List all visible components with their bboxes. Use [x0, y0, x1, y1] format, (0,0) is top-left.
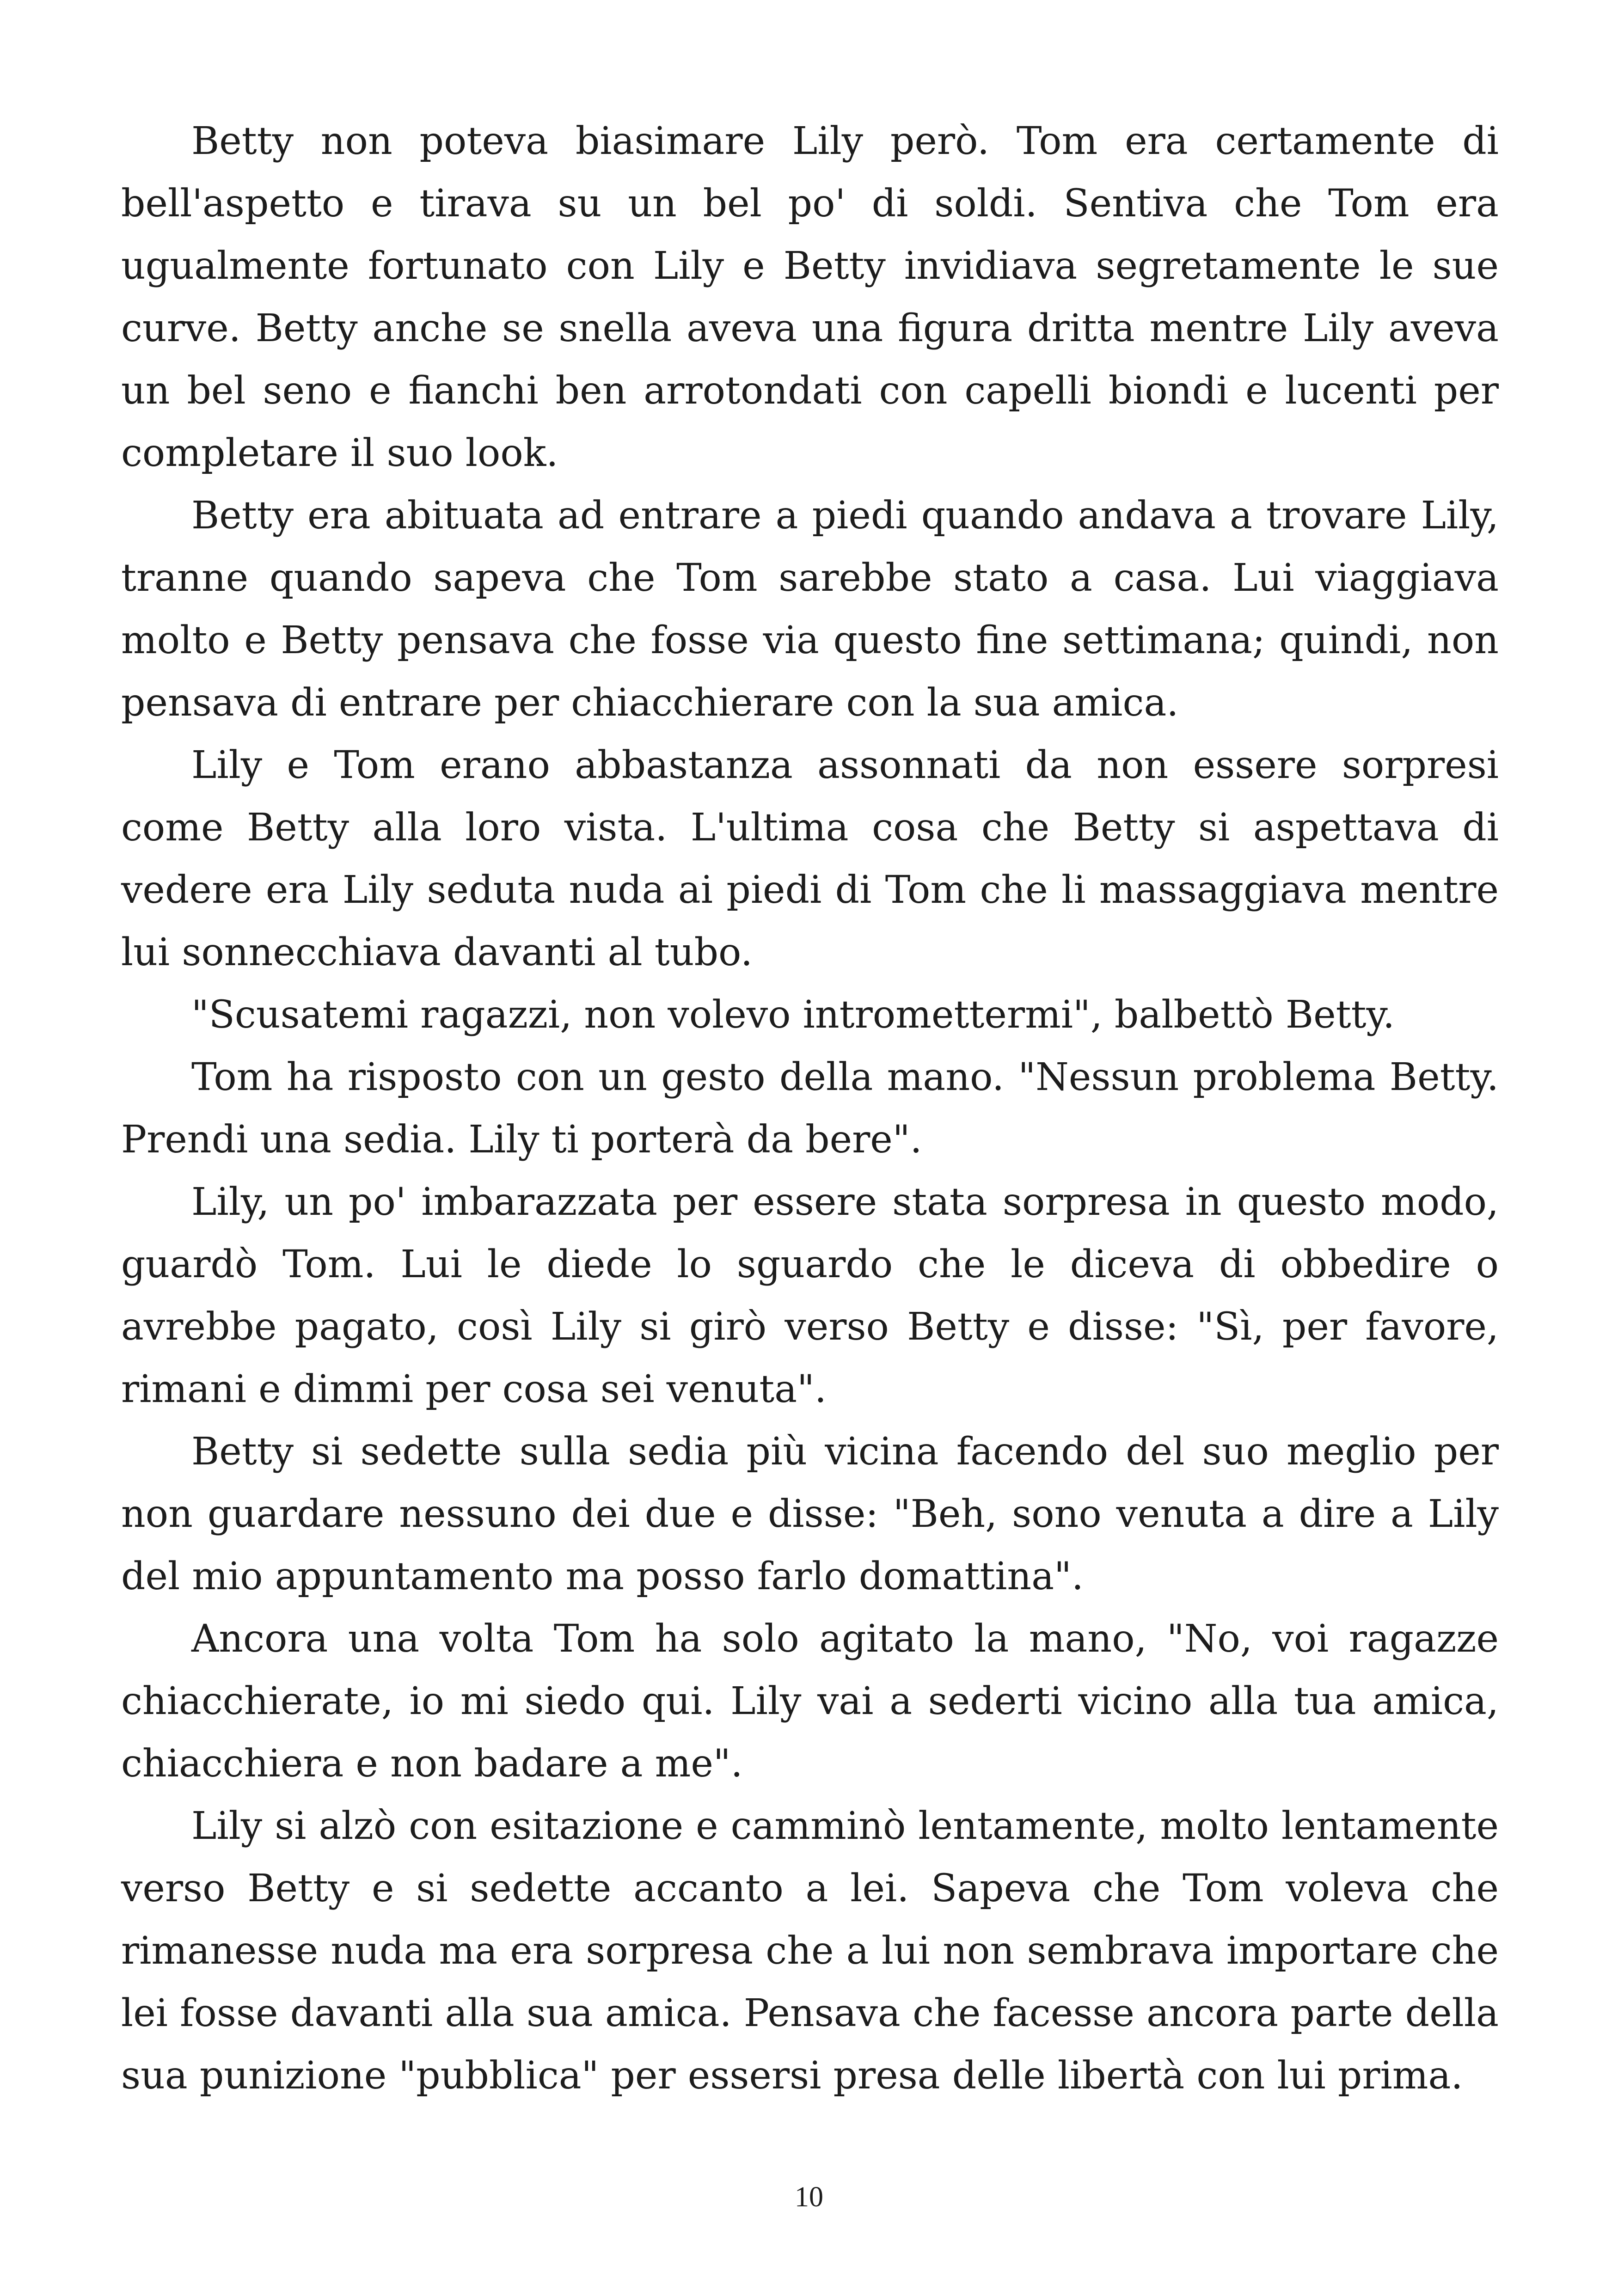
paragraph: Ancora una volta Tom ha solo agitato la mano, "No, voi ragazze chiacchierate, io mi siedo qui. Lily vai a sederti vicino alla tua amica, chiacchiera e non badare a me".	[121, 1617, 1499, 1786]
page-number: 10	[795, 2181, 823, 2213]
paragraph: Betty non poteva biasimare Lily però. Tom era certamente di bell'aspetto e tirava su un bel po' di soldi. Sentiva che Tom era ugualmente fortunato con Lily e Betty invidiava segretamente le sue curve. Betty anche se snella aveva una figura dritta mentre Lily aveva un bel seno e fianchi ben arrotondati con capelli biondi e lucenti per completare il suo look.	[121, 119, 1499, 475]
paragraph: Lily si alzò con esitazione e camminò lentamente, molto lentamente verso Betty e si sedette accanto a lei. Sapeva che Tom voleva che rimanesse nuda ma era sorpresa che a lui non sembrava importare che lei fosse davanti alla sua amica. Pensava che facesse ancora parte della sua punizione "pubblica" per essersi presa delle libertà con lui prima.	[121, 1804, 1499, 2098]
paragraph: "Scusatemi ragazzi, non volevo intromettermi", balbettò Betty.	[191, 993, 1395, 1037]
paragraph: Betty si sedette sulla sedia più vicina facendo del suo meglio per non guardare nessuno dei due e disse: "Beh, sono venuta a dire a Lily del mio appuntamento ma posso farlo domattina".	[121, 1430, 1499, 1598]
paragraph: Tom ha risposto con un gesto della mano. "Nessun problema Betty. Prendi una sedia. Lily ti porterà da bere".	[121, 1055, 1499, 1162]
body-text	[121, 110, 1499, 2107]
paragraph: Lily e Tom erano abbastanza assonnati da non essere sorpresi come Betty alla loro vista. L'ultima cosa che Betty si aspettava di vedere era Lily seduta nuda ai piedi di Tom che li massaggiava mentre lui sonnecchiava davanti al tubo.	[121, 743, 1499, 974]
paragraph: Lily, un po' imbarazzata per essere stata sorpresa in questo modo, guardò Tom. Lui le diede lo sguardo che le diceva di obbedire o avrebbe pagato, così Lily si girò verso Betty e disse: "Sì, per favore, rimani e dimmi per cosa sei venuta".	[121, 1180, 1499, 1411]
paragraph: Betty era abituata ad entrare a piedi quando andava a trovare Lily, tranne quando sapeva che Tom sarebbe stato a casa. Lui viaggiava molto e Betty pensava che fosse via questo fine settimana; quindi, non pensava di entrare per chiacchierare con la sua amica.	[121, 494, 1499, 725]
